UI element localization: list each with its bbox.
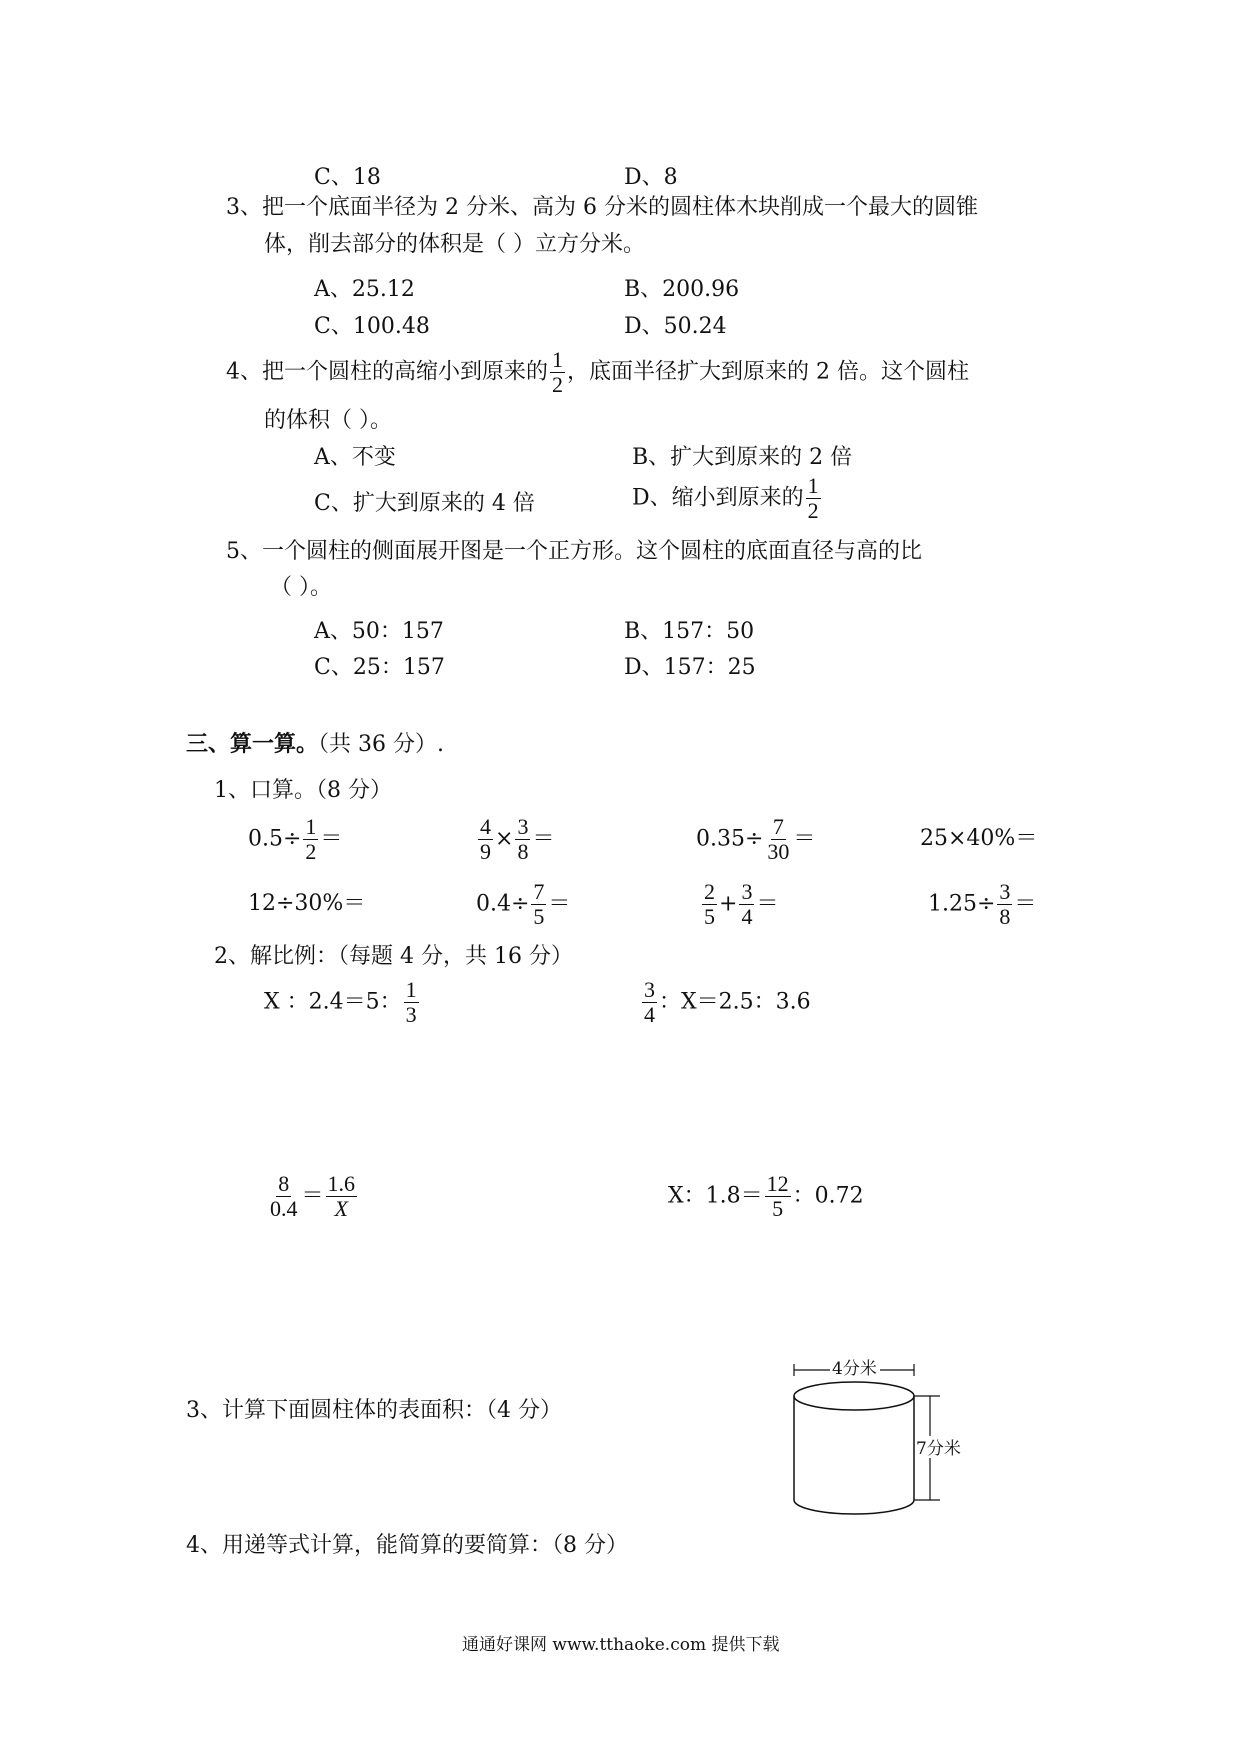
diameter-label: 4分米: [832, 1359, 877, 1379]
e1-fraction: [303, 815, 318, 864]
p2-eq-4: [668, 1172, 864, 1221]
p1-expr-6: [476, 880, 570, 929]
q4-option-b: B、扩大到原来的 2 倍: [632, 445, 853, 470]
e7-num2: 3: [741, 879, 753, 904]
p1-expr-2: [476, 815, 554, 864]
eq4-num: 12: [766, 1171, 789, 1196]
e1-den: 2: [305, 839, 317, 865]
eq4-pre: X：1.8＝: [668, 1183, 763, 1209]
e2-num2: 3: [517, 814, 529, 839]
p3-title: 3、计算下面圆柱体的表面积：（4 分）: [186, 1398, 562, 1423]
e2-den1: 9: [480, 839, 491, 865]
q4-option-d-fraction: [806, 474, 821, 523]
e2-num1: 4: [480, 814, 491, 839]
p2-eq-2: [640, 978, 811, 1027]
q4-frac-num: 1: [552, 347, 563, 372]
p1-title: 1、口算。（8 分）: [214, 778, 392, 803]
e3-post: ＝: [793, 826, 816, 852]
q3-line2: 体，削去部分的体积是（ ）立方分米。: [264, 232, 645, 257]
p1-expr-1: [248, 815, 342, 864]
eq4-den: 5: [772, 1196, 784, 1222]
q4-line2: 的体积（ ）。: [264, 408, 392, 433]
e7-op: +: [719, 891, 738, 917]
eq3-num1: 8: [278, 1171, 290, 1196]
q2-option-d: D、8: [624, 165, 678, 190]
height-label: 7分米: [916, 1439, 961, 1459]
p1-expr-3: [696, 815, 815, 864]
q5-line1: 5、一个圆柱的侧面展开图是一个正方形。这个圆柱的底面直径与高的比: [226, 539, 922, 564]
e1-num: 1: [305, 814, 317, 839]
e6-den: 5: [533, 904, 545, 930]
q2-option-c: C、18: [314, 165, 381, 190]
eq2-num: 3: [644, 977, 655, 1002]
q4-line1-pre: 4、把一个圆柱的高缩小到原来的: [226, 359, 548, 385]
q3-option-a: A、25.12: [314, 277, 415, 302]
e7-den2: 4: [741, 904, 753, 930]
q4-fraction: [550, 348, 565, 397]
q3-option-d: D、50.24: [624, 314, 727, 339]
q5-option-d: D、157：25: [624, 655, 756, 680]
eq4-post: ：0.72: [792, 1183, 864, 1209]
e8-post: ＝: [1014, 891, 1037, 917]
q4-option-d-den: 2: [807, 498, 819, 524]
eq3-den2: X: [334, 1196, 348, 1222]
q4-line1-post: ，底面半径扩大到原来的 2 倍。这个圆柱: [567, 359, 969, 385]
p2-eq-3: [266, 1172, 359, 1221]
e8-fraction: [997, 880, 1012, 929]
e6-num: 7: [533, 879, 545, 904]
section3-score: （共 36 分）.: [318, 732, 444, 757]
p1-expr-8: [928, 880, 1036, 929]
e2-fraction-2: [515, 815, 530, 864]
cylinder-diagram: [780, 1350, 1010, 1530]
section3-title: 三、算一算。: [186, 731, 319, 757]
q4-option-d: [632, 474, 823, 523]
e2-fraction-1: [478, 815, 493, 864]
eq1-den: 3: [405, 1002, 417, 1028]
q5-option-b: B、157：50: [624, 619, 755, 644]
e1-pre: 0.5÷: [248, 826, 302, 852]
e6-post: ＝: [548, 891, 571, 917]
cylinder-top-ellipse: [794, 1382, 914, 1410]
e6-fraction: [531, 880, 546, 929]
e1-post: ＝: [320, 826, 343, 852]
q3-line1: 3、把一个底面半径为 2 分米、高为 6 分米的圆柱体木块削成一个最大的圆锥: [226, 195, 978, 220]
footer-credit: 通通好课网 www.tthaoke.com 提供下载: [462, 1635, 780, 1655]
cylinder-bottom-arc: [794, 1500, 914, 1514]
eq3-fraction-1: [268, 1172, 300, 1221]
p1-expr-7: [700, 880, 778, 929]
e2-post: ＝: [532, 826, 555, 852]
section3-heading: [186, 733, 444, 756]
eq4-fraction: [765, 1172, 791, 1221]
p1-expr-5: 12÷30%＝: [248, 891, 366, 916]
p4-title: 4、用递等式计算，能简算的要简算：（8 分）: [186, 1533, 628, 1558]
e7-num1: 2: [704, 879, 715, 904]
q4-option-d-pre: D、缩小到原来的: [632, 485, 804, 511]
e3-num: 7: [772, 814, 784, 839]
e7-fraction-2: [739, 880, 754, 929]
p1-expr-4: 25×40%＝: [920, 826, 1038, 851]
eq1-num: 1: [405, 977, 417, 1002]
q4-frac-den: 2: [552, 372, 563, 398]
eq2-post: ：X＝2.5：3.6: [659, 989, 811, 1015]
eq3-num2: 1.6: [327, 1171, 356, 1196]
e6-pre: 0.4÷: [476, 891, 530, 917]
p2-title: 2、解比例：（每题 4 分，共 16 分）: [214, 944, 573, 969]
e7-fraction-1: [702, 880, 717, 929]
q3-option-b: B、200.96: [624, 277, 740, 302]
q5-option-c: C、25：157: [314, 655, 445, 680]
eq3-fraction-2: [326, 1172, 358, 1221]
q5-option-a: A、50：157: [314, 619, 444, 644]
eq1-pre: X ：2.4＝5：: [264, 989, 402, 1015]
eq2-fraction: [642, 978, 657, 1027]
e8-den: 8: [999, 904, 1011, 930]
p2-eq-1: [264, 978, 421, 1027]
e3-den: 30: [767, 839, 790, 865]
e2-op: ×: [495, 826, 514, 852]
e7-den1: 5: [704, 904, 715, 930]
e2-den2: 8: [517, 839, 529, 865]
e8-num: 3: [999, 879, 1011, 904]
e3-pre: 0.35÷: [696, 826, 764, 852]
eq3-equals: ＝: [301, 1183, 324, 1209]
q4-option-c: C、扩大到原来的 4 倍: [314, 491, 535, 516]
q4-option-a: A、不变: [314, 445, 396, 470]
q4-option-d-num: 1: [807, 473, 819, 498]
e3-fraction: [765, 815, 791, 864]
e7-post: ＝: [756, 891, 779, 917]
e8-pre: 1.25÷: [928, 891, 996, 917]
q5-line2: （ ）。: [270, 575, 332, 600]
eq1-fraction: [404, 978, 419, 1027]
eq2-den: 4: [644, 1002, 655, 1028]
q4-line1: [226, 348, 969, 397]
eq3-den1: 0.4: [270, 1196, 298, 1222]
q3-option-c: C、100.48: [314, 314, 430, 339]
